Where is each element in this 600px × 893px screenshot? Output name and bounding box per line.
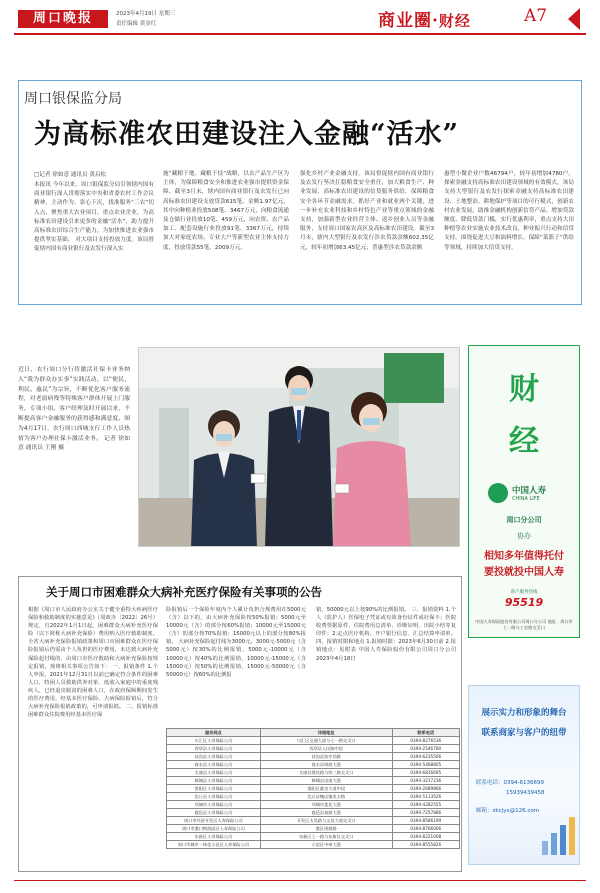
table-cell: 沈丘县槐店镇兆丰路 xyxy=(260,793,392,801)
notice-title: 关于周口市困难群众大病补充医疗保险有关事项的公告 xyxy=(46,585,322,599)
sidebar-char-cai: 财 xyxy=(509,372,539,407)
table-row xyxy=(167,793,460,801)
table-row xyxy=(167,809,460,817)
editor-credit: 责任编辑 黄金红 xyxy=(116,21,157,27)
table-cell: 0394-5113526 xyxy=(392,793,459,801)
table-row xyxy=(167,817,460,825)
table-row xyxy=(167,825,460,833)
ad-contact-label: 联系电话： xyxy=(476,780,504,786)
ad-email-value: zkcjyx@126.com xyxy=(492,808,540,814)
table-row xyxy=(167,833,460,841)
table-cell: 0394-3217236 xyxy=(392,777,459,785)
table-cell: 示范区中州大道 xyxy=(260,841,392,849)
table-cell: 淮阳区人寿保险公司 xyxy=(167,785,261,793)
table-cell: 项城市人寿保险公司 xyxy=(167,801,261,809)
table-cell: 扶沟县扶亭西路 xyxy=(260,753,392,761)
table-cell: 项城市莲花大道 xyxy=(260,801,392,809)
table-cell: 川汇区人寿保险公司 xyxy=(167,737,261,745)
table-row xyxy=(167,769,460,777)
page-corner-arrow-icon xyxy=(568,8,580,30)
section-dot: · xyxy=(432,11,439,31)
china-life-name: 中国人寿 xyxy=(512,486,547,496)
table-header-row xyxy=(167,729,460,737)
ad-email-label: 邮箱： xyxy=(476,808,493,814)
notice-column-2: 险报销后一个保险年度内个人累计负担合规费用在5000元（含）以下的，由大病补充保险按50%报销；5000元至10000元（含）的部分按60%报销；10000元至15000元（含）的部分按70%报销；15000元以上的部分按80%报销。 大病补充保险起付线为3000元。3000元-5000元（含5000元）按30%的比例报销，5000元-10000元（含10000元）按40%的比例报销，10000元-15000元（含15000元）按50%的比例报销，15000元-50000元（含50000元）按60%的比例报 xyxy=(166,607,306,678)
table-cell: 郸城县人寿保险公司 xyxy=(167,777,261,785)
table-row xyxy=(167,777,460,785)
notice-column-3: 销，50000元以上按90%的比例报销。 三、报销资料 1.个人（监护人）医保电子凭证或有效身份证件或社保卡；医院收费票据原件、住院费用总清单、诊断证明、出院小结等复印件；2.定点医疗机构、开户银行信息、汇总结算申请单。 四、报销时限和地点 1.报销时限：2023年6月30日前 2.报销地点：见附表 中国人寿保险股份有限公司周口分公司 2023年4月18日 xyxy=(316,607,456,662)
newspaper-logo: 周口晚报 xyxy=(18,10,108,28)
slogan-line-2: 要投就投中国人寿 xyxy=(484,567,564,578)
ad-line-2: 联系商家与客户的纽带 xyxy=(481,728,567,738)
table-cell: 0394-4282555 xyxy=(392,801,459,809)
ad-phone-1 xyxy=(476,778,544,786)
table-cell: 0394-8221008 xyxy=(392,833,459,841)
china-life-logo-icon xyxy=(488,483,508,503)
section-name: 商业圈 xyxy=(378,11,432,31)
table-row xyxy=(167,745,460,753)
table-cell: 0394-2689866 xyxy=(392,785,459,793)
bank-service-photo-illustration xyxy=(139,348,460,547)
table-cell: 商水县人寿保险公司 xyxy=(167,761,261,769)
table-cell: 川汇区交通大道与七一路交叉口 xyxy=(260,737,392,745)
table-cell: 0394-7257886 xyxy=(392,809,459,817)
table-cell: 0394-2546780 xyxy=(392,745,459,753)
ad-email xyxy=(476,806,539,814)
table-row xyxy=(167,753,460,761)
story-column-4: 惠型小微企业户数46794户，较年初增加4780户。 探索金融支持高标准农田建设领域的有效模式。该局支持大型银行及农发行探索金融支持高标准农田建设、土地整治、耕地保护等项目的可行模式，创新农村农业发展，助推金融机构创新信贷产品、增加贷款额度、降低贷款门槛，实行优惠利率，重点支持大田种植等农业实施农业技术改良、种业振兴行动和信贷支持。围绕促进大豆和油料增长、保障“菜篮子”供给等领域，持续加大信贷支持。 xyxy=(444,171,574,251)
table-cell: 0394-6235566 xyxy=(392,753,459,761)
masthead xyxy=(0,0,600,36)
ad-phone-2: 15939439458 xyxy=(506,790,545,796)
header-rule xyxy=(14,33,586,35)
table-row xyxy=(167,841,460,849)
branch-name: 周口分公司 xyxy=(506,516,542,524)
table-row xyxy=(167,737,460,745)
table-cell: 0394-8276536 xyxy=(392,737,459,745)
footer-rule xyxy=(14,880,586,881)
china-life-en: CHINA LIFE xyxy=(512,496,540,502)
notice-column-1: 根据《周口市人民政府办公室关于健全重特大疾病医疗保险和救助制度的实施意见》（周政办〔2022〕26号）规定，自2022年1月1日起，困难群众大病补充医疗保险（以下简称大病补充保险）费用纳入医疗救助制度。全省大病补充保险报销政策和周口市困难群众在医疗保险报销后仍需由个人负担的医疗费用，未达到大病补充保险起付线的，由周口市医疗救助和大病补充保险按规定报销。现将相关事项公告如下： 一、报销条件 1.个人申报。2021年12月31日以前已确定符合条件的困难人口，特困人员救助供养对象、低收入家庭中的重度残疾人，已经退出脱贫的困难人口，在政府保障期间发生的医疗费用，经基本医疗保险、大病保险报销后，符合大病补充保险报销政策的，可申请报销。 二、报销标准 困难群众住院费用经基本医疗保 xyxy=(28,607,158,719)
table-cell: 郸城县洺南大道 xyxy=(260,777,392,785)
table-cell: 开发区太昊路与文昌大道交叉口 xyxy=(260,817,392,825)
hotline-number: 95519 xyxy=(504,596,544,609)
table-cell: 鹿邑县真源大道 xyxy=(260,809,392,817)
table-cell: 西华县人民路中段 xyxy=(260,745,392,753)
story-byline: □记者 徐如意 通讯员 黄启松 xyxy=(34,172,107,178)
news-photo xyxy=(138,347,460,547)
story-column-1: 本报讯 今年以来，周口银保监分局引领辖内国有商业银行深入贯彻落实中央和省委农村工作会议精神，主动作为、靠心下沉，找准服务“三农”切入点，聚焦重大农业项目、重点农业企业，为高标准农田建设引来更多的金融“活水”，助力提升高标准农田综合生产能力，为加快推进农业强市提供坚实基础。 对大项目支持投放力度。该局督促辖内国有商业银行及农发行深入实 xyxy=(34,182,154,253)
table-cell: 港区周商路 xyxy=(260,825,392,833)
photo-caption: 近日，农行周口分行将激活社保卡业务纳入“我为群众办实事”实践活动，以“便民、利民、惠民”为宗旨，不断优化客户服务流程，对老弱病残等特殊客户群体开展上门服务，专项小组、客户经理及时开展以来，不断提高客户金融服务的获得感和满意度。图为4月17日，农行周口西城支行工作人员热情为客户办理社保卡激活业务。 记者 徐如意 通讯员 王刚 摄 xyxy=(18,367,130,452)
slogan-line-1: 相知多年值得托付 xyxy=(484,551,564,562)
table-cell: 西华县人寿保险公司 xyxy=(167,745,261,753)
table-cell: 0394-5468805 xyxy=(392,761,459,769)
service-point-table xyxy=(166,728,460,849)
story-kicker: 周口银保监分局 xyxy=(24,91,122,107)
page-number: A7 xyxy=(524,6,548,26)
ad-line-1: 展示实力和形象的舞台 xyxy=(481,708,567,718)
table-cell: 周口市城乡一体化示范区人寿保险公司 xyxy=(167,841,261,849)
ad-phone-1-value: 0394-6136699 xyxy=(503,780,544,786)
table-header-cell: 详细地址 xyxy=(260,729,392,737)
story-column-2: 施“藏粮于地、藏粮于技”战略，以农产品生产区为主体，为保障粮食安全和推进农业强市提供资金保障。截至3月末，辖内国有商业银行及农发行已向高标准农田建设支放贷款615笔、金额1.97亿元，其中向种植业投放508笔、3467万元，向粮食流通及仓储行业投放10笔、459万元，向农资、农产品加工、配套设施行业投放91笔、3367万元，持续加大对家庭农场、专业大户等新型农业主体支持力度，投放贷款55笔、2009万元。 xyxy=(163,171,289,251)
table-cell: 鹿邑县人寿保险公司 xyxy=(167,809,261,817)
co-organizer-label: 协办 xyxy=(517,532,531,540)
table-row xyxy=(167,801,460,809)
table-cell: 太康县人寿保险公司 xyxy=(167,769,261,777)
table-cell: 太康县建设路与纬三路交叉口 xyxy=(260,769,392,777)
table-cell: 周口市港口物流园区人寿保险公司 xyxy=(167,825,261,833)
sidebar-footnote: 中国人寿保险股份有限公司周口分公司 地址：周口市七一路与工农路交叉口 xyxy=(475,619,573,630)
sidebar-char-jing: 经 xyxy=(509,424,539,459)
table-cell: 周口市经济开发区人寿保险公司 xyxy=(167,817,261,825)
table-header-cell: 服务网点 xyxy=(167,729,261,737)
table-cell: 0394-8555826 xyxy=(392,841,459,849)
table-row xyxy=(167,761,460,769)
table-body xyxy=(167,737,460,849)
story-headline: 为高标准农田建设注入金融“活水” xyxy=(34,119,460,150)
hotline-label: 客户服务热线 xyxy=(510,590,538,595)
issue-date: 2023年4月19日 星期三 xyxy=(116,11,176,17)
table-cell: 东新区七一路与东新区交叉口 xyxy=(260,833,392,841)
table-cell: 扶沟县人寿保险公司 xyxy=(167,753,261,761)
table-header-cell: 联系电话 xyxy=(392,729,459,737)
table-cell: 0394-8766006 xyxy=(392,825,459,833)
table-cell: 0394-8586199 xyxy=(392,817,459,825)
table-cell: 0394-6816695 xyxy=(392,769,459,777)
story-column-3: 强化乡村产业金融支持。该局督促辖内国有商业银行及农发行坚决扛稳粮食安全重任，加大粮食生产、种业发展、高标准农田建设的信贷服务供给，保障粮食安全各环节金融需求。抓好产业和就业两个关键，进一步补充农业科技和乡村特色产业等重点领域的金融支持，加强新型农业经营主体、返乡创业人员等金融服务，支持周口国家农高区及高标准农田建设。截至3月末，辖内大型银行及农发行涉农贷款余额602.35亿元，较年初增加63.45亿元；普惠型涉农贷款余额 xyxy=(300,171,434,251)
table-cell: 商水县周商大道 xyxy=(260,761,392,769)
section-title xyxy=(378,6,471,31)
table-cell: 沈丘县人寿保险公司 xyxy=(167,793,261,801)
table-cell: 东新区人寿保险公司 xyxy=(167,833,261,841)
table-cell: 淮阳区羲皇大道中段 xyxy=(260,785,392,793)
table-row xyxy=(167,785,460,793)
growth-bars-icon xyxy=(540,815,576,855)
section-subname: 财经 xyxy=(438,12,471,30)
